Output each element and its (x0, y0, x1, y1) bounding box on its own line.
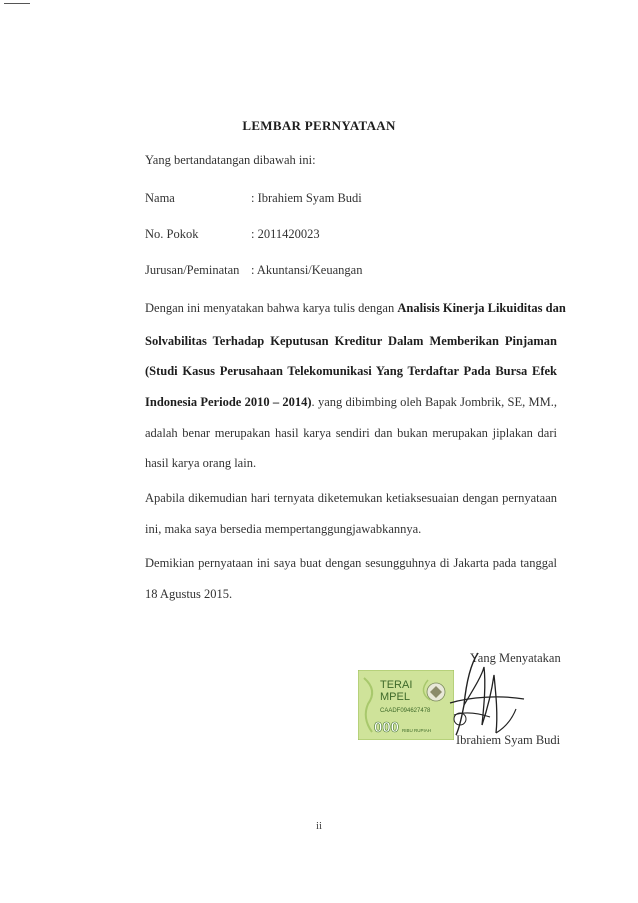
signer-name: Ibrahiem Syam Budi (456, 733, 561, 747)
para3-line2: 18 Agustus 2015. (145, 587, 233, 601)
intro-text: Yang bertandatangan dibawah ini: (145, 153, 316, 167)
para1-line1 (145, 301, 566, 316)
para1-line2-bold: Solvabilitas Terhadap Keputusan Kreditur Dalam Memberikan Pinjaman (145, 334, 557, 348)
para1-line3-bold: (Studi Kasus Perusahaan Telekomunikasi Yang Terdaftar Pada Bursa Efek (145, 364, 557, 378)
para3-line1 (145, 556, 557, 571)
para1-line4 (145, 395, 557, 410)
para1-line1-text: Dengan ini menyatakan bahwa karya tulis dengan (145, 301, 395, 315)
field-label-jurusan: Jurusan/Peminatan (145, 263, 240, 277)
para3-line1-text: Demikian pernyataan ini saya buat dengan sesungguhnya di Jakarta pada tanggal (145, 556, 557, 570)
para1-line5 (145, 426, 557, 441)
page-title: LEMBAR PERNYATAAN (242, 118, 396, 133)
para2-line2: ini, maka saya bersedia mempertanggungjawabkannya. (145, 522, 422, 536)
stamp-amount-text: RIBU RUPIAH (402, 728, 432, 733)
field-label-no-pokok: No. Pokok (145, 227, 199, 241)
field-value-jurusan: : Akuntansi/Keuangan (251, 263, 363, 277)
field-label-nama: Nama (145, 191, 175, 205)
para1-line1-bold: Analisis Kinerja Likuiditas dan (397, 301, 566, 315)
para1-line4-text: . yang dibimbing oleh Bapak Jombrik, SE, MM., (311, 395, 557, 409)
stamp-amount: 000 (374, 719, 400, 736)
stamp-line1: TERAI (380, 679, 413, 691)
corner-mark (4, 3, 30, 4)
para1-line5-text: adalah benar merupakan hasil karya sendiri dan bukan merupakan jiplakan dari (145, 426, 557, 440)
para1-line3 (145, 364, 557, 379)
field-value-nama: : Ibrahiem Syam Budi (251, 191, 362, 205)
para1-line6: hasil karya orang lain. (145, 456, 257, 470)
para2-line1 (145, 491, 557, 506)
field-value-no-pokok: : 2011420023 (251, 227, 320, 241)
page-number: ii (315, 820, 323, 832)
signer-title: Yang Menyatakan (470, 651, 561, 665)
stamp-code: CAADF094627478 (380, 708, 431, 714)
para1-line4-bold: Indonesia Periode 2010 – 2014) (145, 395, 312, 409)
handwritten-signature (420, 645, 540, 745)
stamp-line2: MPEL (380, 691, 410, 703)
para2-line1-text: Apabila dikemudian hari ternyata diketemukan ketiaksesuaian dengan pernyataan (145, 491, 557, 505)
para1-line2 (145, 334, 557, 349)
